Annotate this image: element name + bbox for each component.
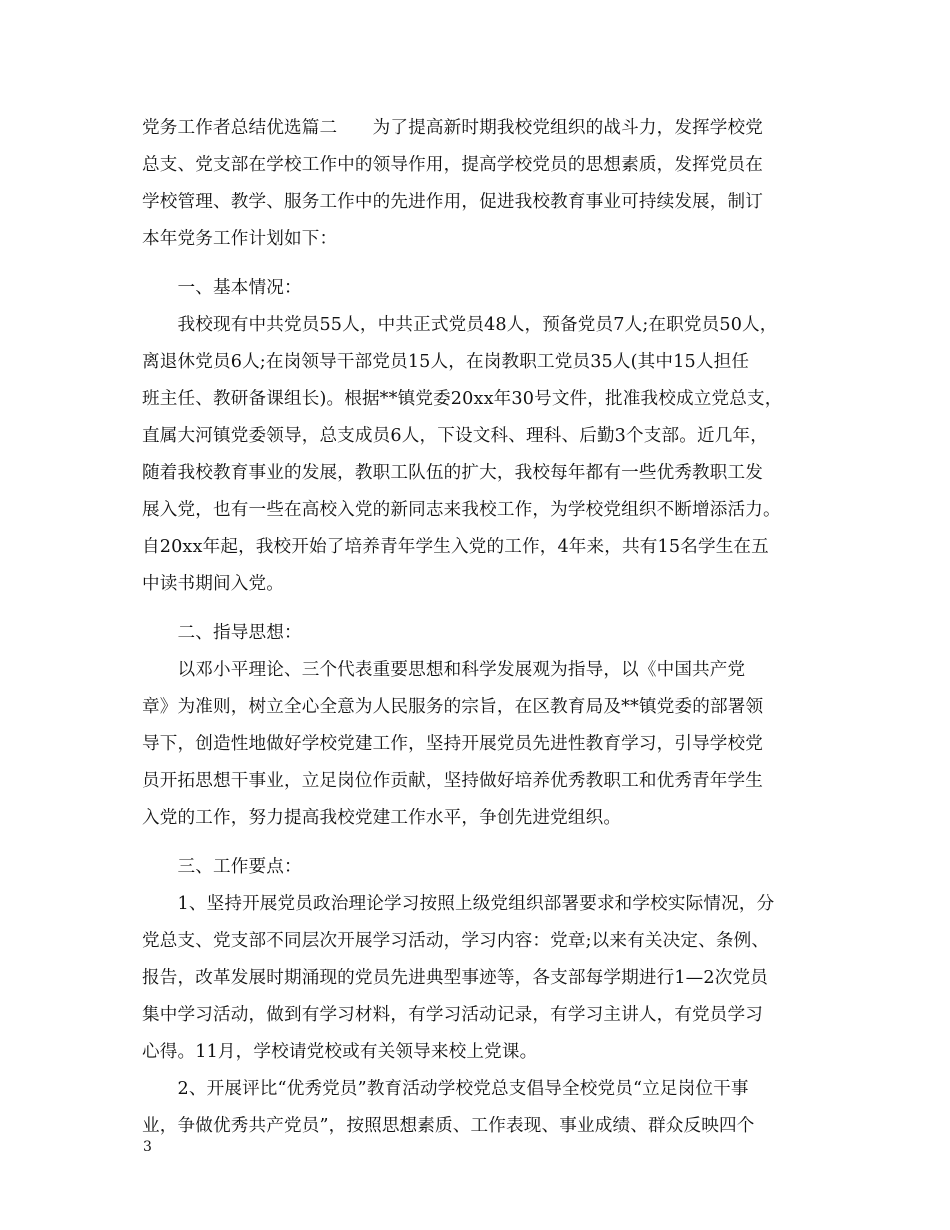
text-line: 班主任、教研备课组长)。根据**镇党委20xx年30号文件，批准我校成立党总支， [142,389,783,409]
text-line: 员开拓思想干事业，立足岗位作贡献，坚持做好培养优秀教职工和优秀青年学生 [142,771,764,791]
text-line: 业，争做优秀共产党员”，按照思想素质、工作表现、事业成绩、群众反映四个 [142,1116,755,1136]
text-line: 我校现有中共党员55人，中共正式党员48人，预备党员7人;在职党员50人， [142,315,778,335]
text-line: 报告，改革发展时期涌现的党员先进典型事迹等，各支部每学期进行1—2次党员 [142,968,768,988]
text-line: 2、开展评比“优秀党员”教育活动学校党总支倡导全校党员“立足岗位干事 [142,1079,749,1099]
section-heading-work-points: 三、工作要点： [142,857,302,877]
text-line: 总支、党支部在学校工作中的领导作用，提高学校党员的思想素质，发挥党员在 [142,155,764,175]
text-line: 导下，创造性地做好学校党建工作，坚持开展党员先进性教育学习，引导学校党 [142,734,764,754]
section-heading-basic-situation: 一、基本情况： [142,278,302,298]
text-line: 中读书期间入党。 [142,574,284,594]
text-line: 1、坚持开展党员政治理论学习按照上级党组织部署要求和学校实际情况，分 [142,894,775,914]
text-line: 随着我校教育事业的发展，教职工队伍的扩大，我校每年都有一些优秀教职工发 [142,463,764,483]
text-line: 党总支、党支部不同层次开展学习活动，学习内容：党章;以来有关决定、条例、 [142,931,770,951]
text-line: 以邓小平理论、三个代表重要思想和科学发展观为指导，以《中国共产党 [142,660,746,680]
section-heading-guiding-ideology: 二、指导思想： [142,623,302,643]
text-line: 展入党，也有一些在高校入党的新同志来我校工作，为学校党组织不断增添活力。 [142,500,781,520]
text-line: 离退休党员6人;在岗领导干部党员15人，在岗教职工党员35人(其中15人担任 [142,352,750,372]
text-line: 直属大河镇党委领导，总支成员6人，下设文科、理科、后勤3个支部。近几年， [142,426,768,446]
text-line: 心得。11月，学校请党校或有关领导来校上党课。 [142,1042,538,1062]
text-line: 集中学习活动，做到有学习材料，有学习活动记录，有学习主讲人，有党员学习 [142,1005,764,1025]
text-line: 自20xx年起，我校开始了培养青年学生入党的工作，4年来，共有15名学生在五 [142,537,769,557]
text-line: 党务工作者总结优选篇二 为了提高新时期我校党组织的战斗力，发挥学校党 [142,118,764,138]
text-line: 学校管理、教学、服务工作中的先进作用，促进我校教育事业可持续发展，制订 [142,192,764,212]
text-line: 本年党务工作计划如下： [142,229,338,249]
text-line: 入党的工作，努力提高我校党建工作水平，争创先进党组织。 [142,808,622,828]
text-line: 章》为准则，树立全心全意为人民服务的宗旨，在区教育局及**镇党委的部署领 [142,697,764,717]
page-number: 3 [143,1139,152,1155]
